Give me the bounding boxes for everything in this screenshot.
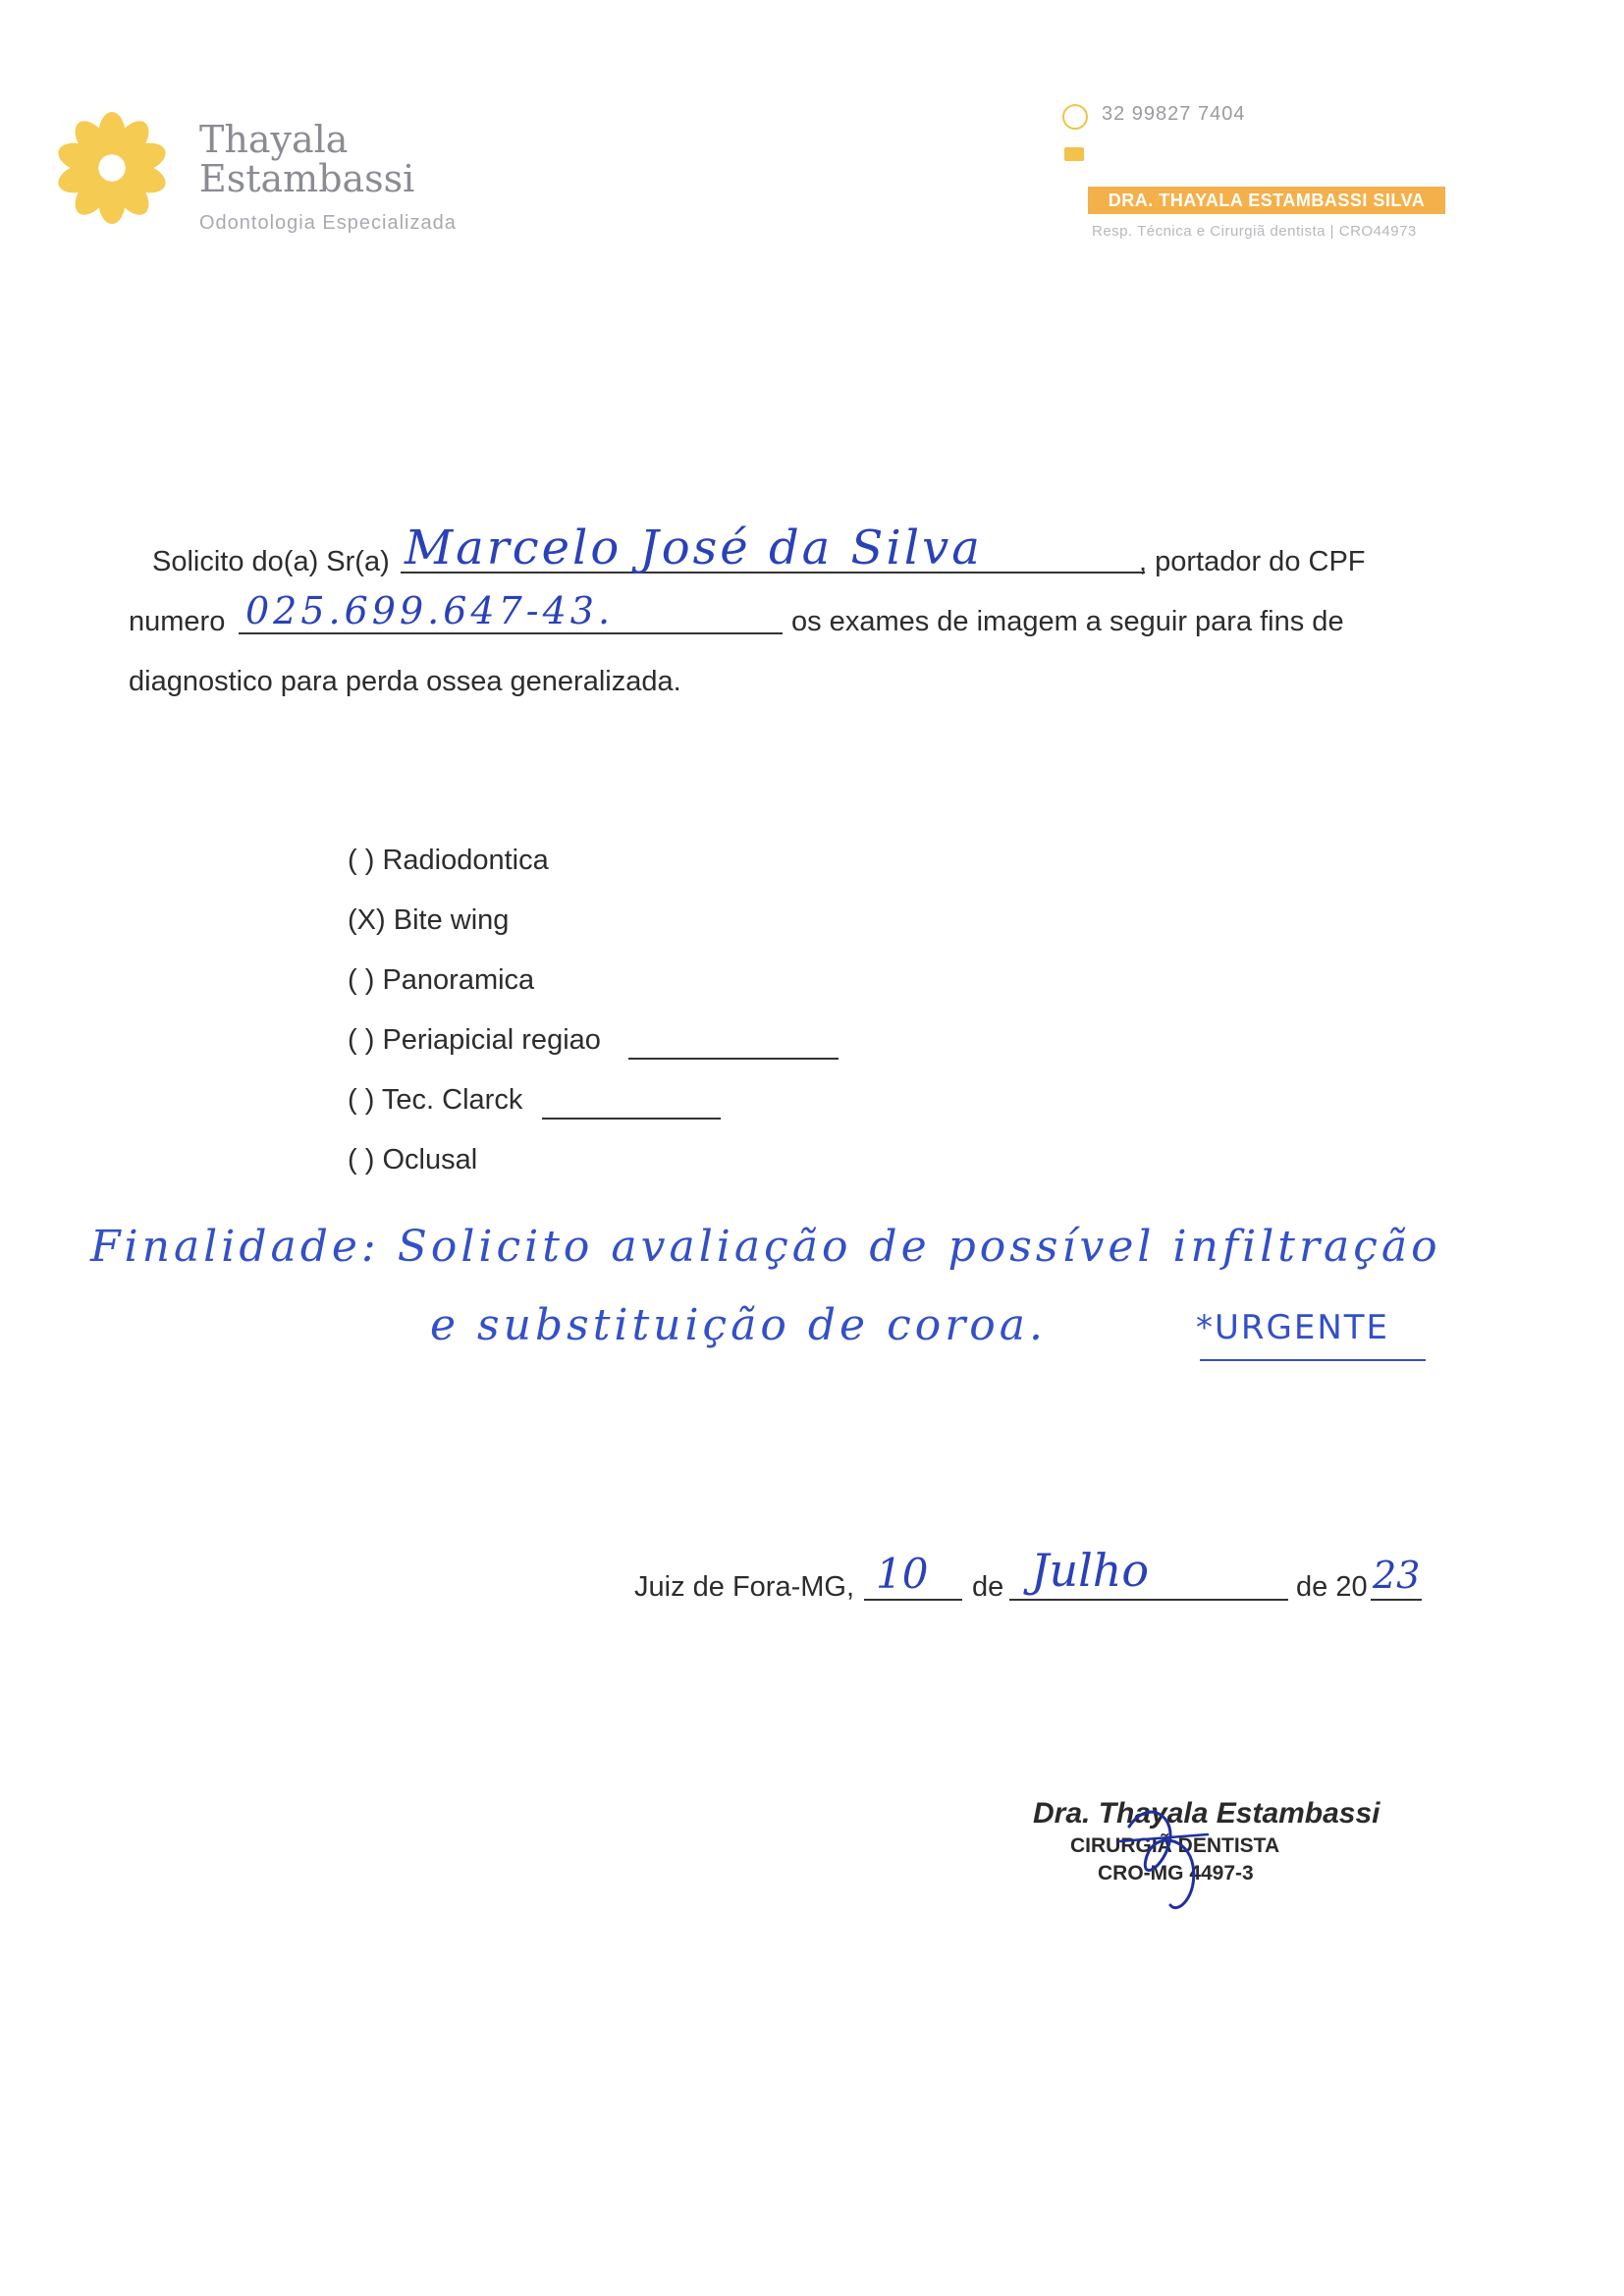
- doctor-badge: DRA. THAYALA ESTAMBASSI SILVA: [1088, 187, 1445, 214]
- date-city: Juiz de Fora-MG,: [634, 1571, 854, 1603]
- stamp-cro: CRO-MG 4497-3: [1098, 1862, 1254, 1885]
- periapicial-region-line: [628, 1058, 839, 1060]
- date-de-1: de: [972, 1571, 1004, 1603]
- finalidade-line-1: Finalidade: Solicito avaliação de possível infiltração: [90, 1222, 1441, 1272]
- handwritten-signature: [1110, 1787, 1227, 1925]
- exam-label: Oclusal: [382, 1144, 478, 1175]
- whatsapp-icon: [1062, 104, 1088, 130]
- stamp-doctor-name: Dra. Thayala Estambassi: [1033, 1797, 1380, 1830]
- exam-item-tec-clarck: [348, 1084, 522, 1117]
- exam-label: Periapicial regiao: [382, 1024, 601, 1056]
- diagnosis-text: diagnostico para perda ossea generalizada.: [129, 666, 681, 697]
- stamp-role: CIRURGIÃ DENTISTA: [1070, 1834, 1280, 1857]
- exam-purpose-text: os exames de imagem a seguir para fins de: [791, 606, 1344, 637]
- exam-label: Bite wing: [393, 904, 510, 936]
- date-day: 10: [876, 1550, 929, 1598]
- sun-flower-logo: [54, 110, 170, 226]
- checkbox-mark: ( ): [348, 1144, 375, 1175]
- exam-item-oclusal: [348, 1144, 477, 1176]
- day-line: [864, 1599, 962, 1601]
- checkbox-mark: ( ): [348, 1024, 375, 1056]
- checkbox-mark: ( ): [348, 845, 375, 876]
- exam-label: Panoramica: [382, 964, 535, 996]
- cpf-label: , portador do CPF: [1139, 546, 1366, 577]
- doctor-responsibility: Resp. Técnica e Cirurgiã dentista | CRO44973: [1092, 223, 1417, 240]
- month-line: [1009, 1599, 1288, 1601]
- date-year-prefix: de 20: [1296, 1571, 1368, 1603]
- request-prefix: Solicito do(a) Sr(a): [152, 546, 390, 577]
- exam-item-bite-wing: [348, 904, 509, 937]
- cpf-number: 025.699.647-43.: [245, 589, 615, 632]
- urgent-underline: [1200, 1359, 1426, 1361]
- checkbox-mark: ( ): [348, 964, 375, 996]
- checkbox-mark: ( ): [348, 1084, 375, 1116]
- urgent-note: *URGENTE: [1196, 1308, 1390, 1347]
- mail-icon: [1064, 147, 1084, 161]
- numero-label: numero: [129, 606, 226, 637]
- brand-line-1: Thayala: [199, 118, 349, 161]
- exam-label: Radiodontica: [382, 845, 549, 876]
- exam-label: Tec. Clarck: [381, 1084, 523, 1116]
- brand-line-2: Estambassi: [199, 157, 415, 200]
- checkbox-mark: (X): [348, 904, 386, 936]
- year-line: [1371, 1599, 1422, 1601]
- tec-clarck-line: [542, 1118, 721, 1120]
- patient-name: Marcelo José da Silva: [405, 520, 983, 575]
- phone-number: 32 99827 7404: [1102, 103, 1246, 125]
- date-month: Julho: [1031, 1544, 1150, 1597]
- brand-name: [199, 120, 414, 198]
- brand-subtitle: Odontologia Especializada: [199, 212, 457, 234]
- finalidade-line-2: e substituição de coroa.: [430, 1300, 1047, 1350]
- exam-item-radiodontica: [348, 845, 549, 877]
- exam-item-periapicial: [348, 1024, 601, 1057]
- exam-item-panoramica: [348, 964, 534, 997]
- date-year-suffix: 23: [1373, 1554, 1421, 1597]
- cpf-line: [239, 632, 783, 634]
